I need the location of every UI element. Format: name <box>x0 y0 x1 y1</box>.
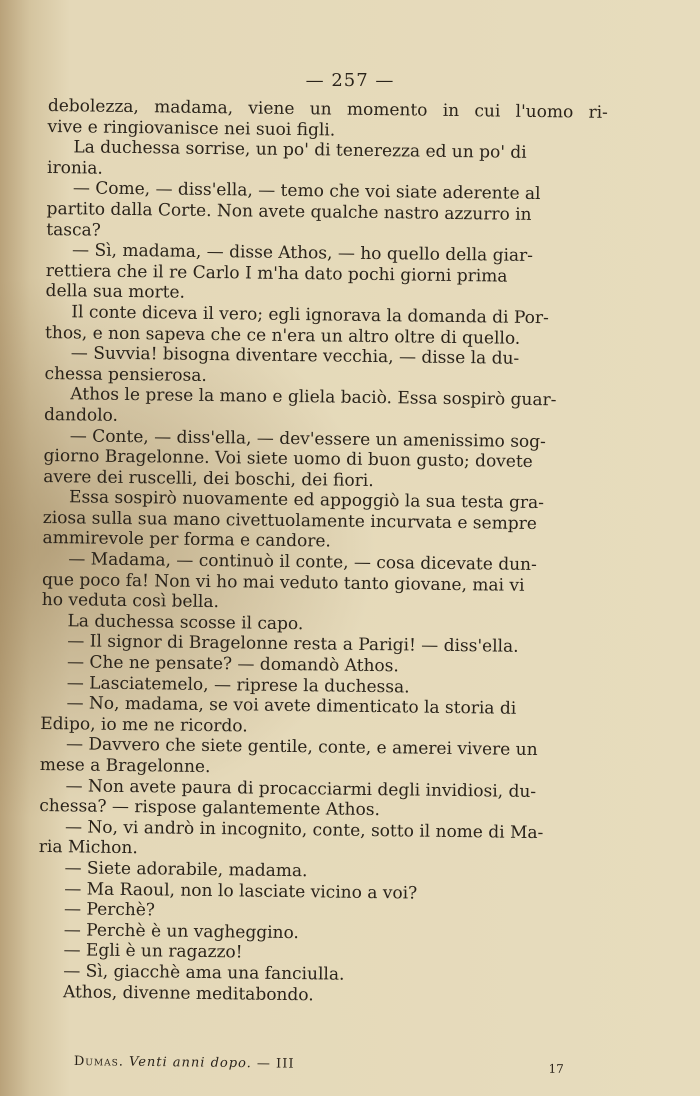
text-line: chessa? — rispose galantemente Athos. <box>39 796 381 821</box>
text-line: thos, e non sapeva che ce n'era un altro oltre di quello. <box>44 322 521 349</box>
text-line: — Sì, madama, — disse Athos, — ho quello della giar- <box>71 240 534 267</box>
text-line: tasca? <box>46 219 101 241</box>
text-line: La duchessa sorrise, un po' di tenerezza ed un po' di <box>73 137 527 164</box>
footer-title: Venti anni dopo. <box>128 1054 252 1072</box>
text-line: La duchessa scosse il capo. <box>67 611 304 635</box>
text-line: vive e ringiovanisce nei suoi figli. <box>47 116 336 141</box>
text-line: Athos, divenne meditabondo. <box>62 981 314 1005</box>
text-line: — Come, — diss'ella, — temo che voi siate aderente al <box>72 178 541 205</box>
text-line: — Davvero che siete gentile, conte, e amerei vivere un <box>65 734 538 761</box>
text-line: — Egli è un ragazzo! <box>63 940 243 963</box>
text-line: — Che ne pensate? — domandò Athos. <box>66 652 399 677</box>
text-line: ria Michon. <box>38 837 138 859</box>
page-footer <box>74 1054 564 1075</box>
body-text <box>37 96 608 1009</box>
text-line: — Sì, giacchè ama una fanciulla. <box>63 961 345 985</box>
text-line: giorno Bragelonne. Voi siete uomo di buon gusto; dovete <box>43 446 533 473</box>
text-line: ho veduta così bella. <box>41 590 220 613</box>
text-line: rettiera che il re Carlo I m'ha dato pochi giorni prima <box>45 260 508 287</box>
text-line: ammirevole per forma e candore. <box>42 528 332 552</box>
text-line: Il conte diceva il vero; egli ignorava la domanda di Por- <box>71 302 549 329</box>
text-line: — Suvvia! bisogna diventare vecchia, — disse la du- <box>70 343 520 369</box>
text-line: — Il signor di Bragelonne resta a Parigi! — diss'ella. <box>67 631 519 658</box>
sheet-number: 17 <box>548 1061 564 1076</box>
text-line: que poco fa! Non vi ho mai veduto tanto giovane, mai vi <box>41 569 525 596</box>
text-line: mese a Bragelonne. <box>39 754 211 778</box>
text-line: — Conte, — diss'ella, — dev'essere un amenissimo sog- <box>69 425 546 452</box>
page-number: — 257 — <box>305 70 395 91</box>
text-line: ironia. <box>47 157 103 179</box>
text-line: — Non avete paura di procacciarmi degli invidiosi, du- <box>65 775 537 802</box>
text-line: — No, madama, se voi avete dimenticato la storia di <box>66 693 517 719</box>
text-line: Edipo, io me ne ricordo. <box>40 713 248 737</box>
footer-volume: — III <box>256 1056 295 1072</box>
text-line: chessa pensierosa. <box>44 363 207 386</box>
text-line: — No, vi andrò in incognito, conte, sotto il nome di Ma- <box>64 817 544 843</box>
text-line: — Perchè? <box>63 899 156 921</box>
text-line: ziosa sulla sua mano civettuolamente incurvata e sempre <box>42 507 537 534</box>
text-line: Athos le prese la mano e gliela baciò. Essa sospirò guar- <box>70 384 557 411</box>
text-line: — Siete adorabile, madama. <box>64 858 308 882</box>
text-line: debolezza, madama, viene un momento in cui l'uomo ri- <box>47 96 608 123</box>
text-line: — Lasciatemelo, — riprese la duchessa. <box>66 672 410 698</box>
text-line: avere dei ruscelli, dei boschi, dei fiori. <box>43 466 374 491</box>
footer-signature <box>74 1054 295 1072</box>
text-line: dandolo. <box>43 404 119 426</box>
text-line: — Madama, — continuò il conte, — cosa dicevate dun- <box>68 549 537 576</box>
text-line: della sua morte. <box>45 281 186 304</box>
text-line: partito dalla Corte. Non avete qualche nastro azzurro in <box>46 198 532 225</box>
text-line: Essa sospirò nuovamente ed appoggiò la sua testa gra- <box>68 487 545 514</box>
footer-author: Dumas. <box>73 1054 125 1070</box>
text-line: — Perchè è un vagheggino. <box>63 920 300 943</box>
text-line: — Ma Raoul, non lo lasciate vicino a voi? <box>64 878 418 904</box>
